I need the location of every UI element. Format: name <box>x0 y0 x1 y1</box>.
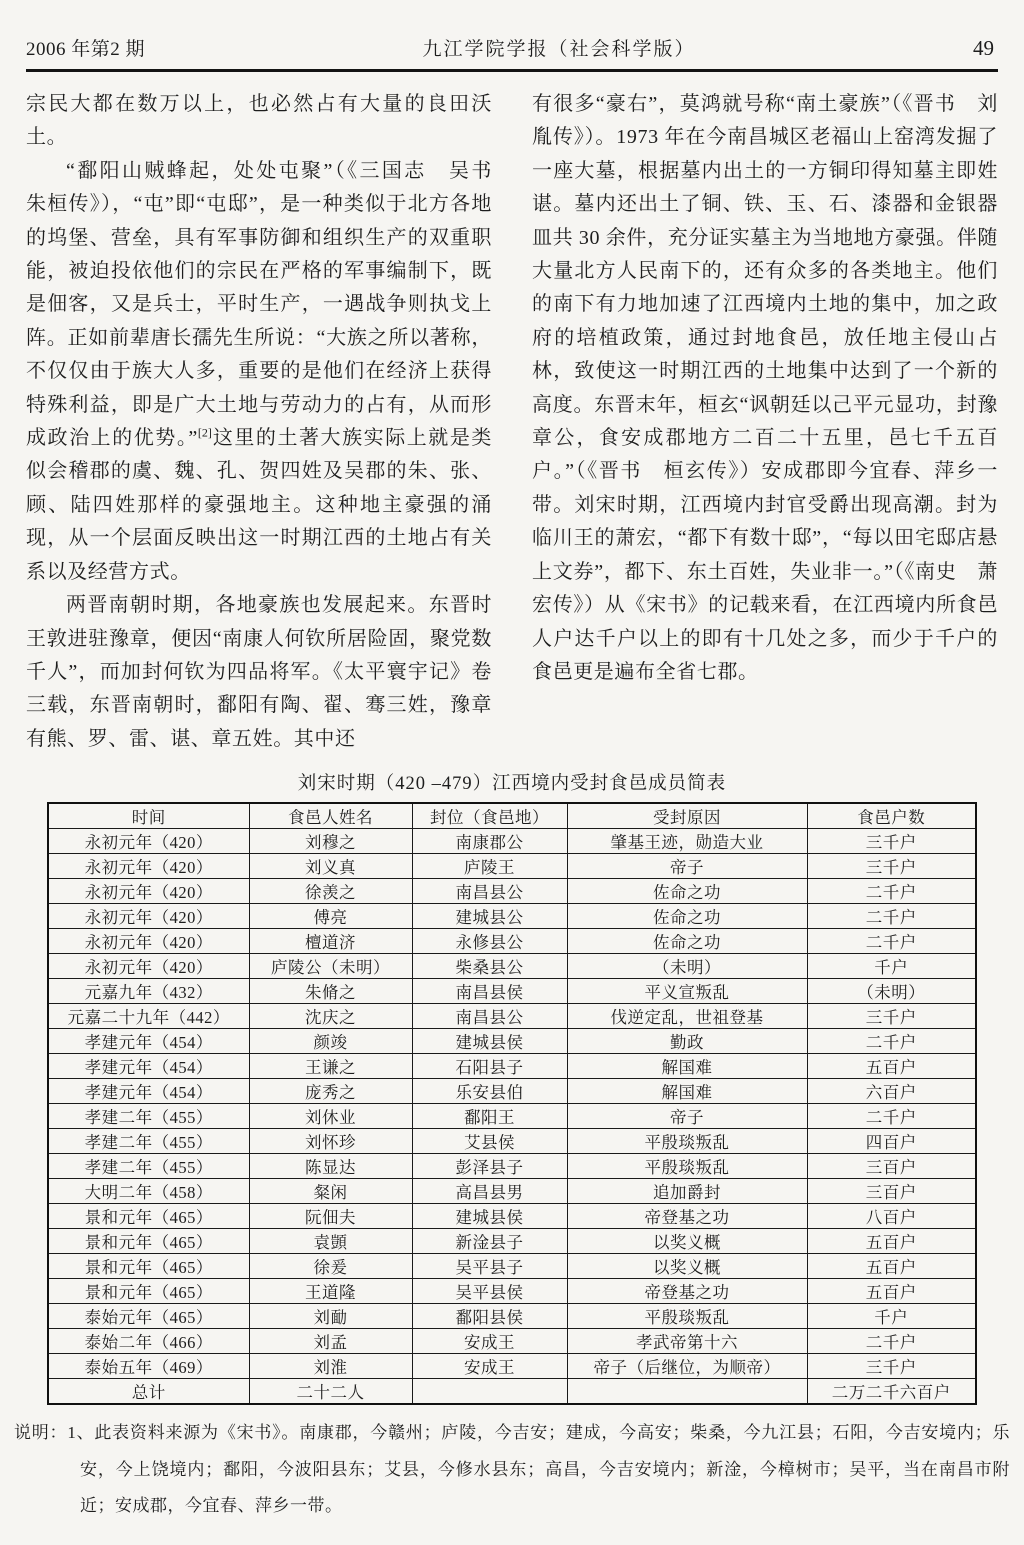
table-row <box>48 1279 976 1304</box>
table-cell: 鄱阳王 <box>412 1104 567 1129</box>
table-cell <box>412 1379 567 1405</box>
table-cell: 平殷琰叛乱 <box>567 1129 807 1154</box>
table-cell: 吴平县侯 <box>412 1279 567 1304</box>
paragraph <box>26 155 513 589</box>
table-cell: 刘淮 <box>249 1354 412 1379</box>
table-cell: 二千户 <box>807 1329 976 1354</box>
right-column <box>532 88 998 756</box>
table-cell: 南昌县公 <box>412 879 567 904</box>
table-cell: 庞秀之 <box>249 1079 412 1104</box>
table-cell: 刘孟 <box>249 1329 412 1354</box>
table-cell: 永初元年（420） <box>48 929 249 954</box>
table-row <box>48 929 976 954</box>
table-cell: 八百户 <box>807 1204 976 1229</box>
page-header <box>0 0 1024 69</box>
table-cell: 帝登基之功 <box>567 1204 807 1229</box>
table-cell: 新淦县子 <box>412 1229 567 1254</box>
table-cell: 二千户 <box>807 929 976 954</box>
table-cell: 艾县侯 <box>412 1129 567 1154</box>
table-cell: 泰始五年（469） <box>48 1354 249 1379</box>
table-cell: 五百户 <box>807 1254 976 1279</box>
table-row <box>48 904 976 929</box>
table-title: 刘宋时期（420 –479）江西境内受封食邑成员简表 <box>297 774 727 795</box>
table-cell: 泰始元年（465） <box>48 1304 249 1329</box>
table-cell: 五百户 <box>807 1279 976 1304</box>
table-cell: 六百户 <box>807 1079 976 1104</box>
table-cell: 三百户 <box>807 1154 976 1179</box>
table-row <box>48 1329 976 1354</box>
table-row <box>48 1054 976 1079</box>
table-cell: 景和元年（465） <box>48 1254 249 1279</box>
table-cell: 王道隆 <box>249 1279 412 1304</box>
table-cell: 粲闲 <box>249 1179 412 1204</box>
table-cell: 孝建二年（455） <box>48 1129 249 1154</box>
table-cell: 追加爵封 <box>567 1179 807 1204</box>
table-cell: 孝建元年（454） <box>48 1079 249 1104</box>
table-cell: 元嘉九年（432） <box>48 979 249 1004</box>
table-cell: 建城县公 <box>412 904 567 929</box>
table-row <box>48 1129 976 1154</box>
table-cell: 帝子 <box>567 1104 807 1129</box>
fief-table <box>47 802 977 1405</box>
table-cell: 永初元年（420） <box>48 854 249 879</box>
table-cell: （未明） <box>807 979 976 1004</box>
table-header-row <box>48 803 976 829</box>
table-row <box>48 1079 976 1104</box>
footnote-ref: [2] <box>197 425 212 440</box>
table-row <box>48 1304 976 1329</box>
paragraph-text: 这里的土著大族实际上就是类似会稽郡的虞、魏、孔、贺四姓及吴郡的朱、张、顾、陆四姓那样的豪强地主。这种地主豪强的涌现，从一个层面反映出这一时期江西的土地占有关系以及经营方式。 <box>26 427 492 583</box>
paragraph-text: “鄱阳山贼蜂起，处处屯聚”（《三国志 吴书 朱桓传》），“屯”即“屯邸”，是一种类似于北方各地的坞堡、营垒，具有军事防御和组织生产的双重职能，被迫投依他们的宗民在严格的军事编制下，既是佃客，又是兵士，平时生产，一遇战争则执戈上阵。正如前辈唐长孺先生所说：“大族之所以著称，不仅仅由于族大人多，重要的是他们在经济上获得特殊利益，即是广大土地与劳动力的占有，从而形成政治上的优势。” <box>26 159 513 450</box>
table-cell: 勤政 <box>567 1029 807 1054</box>
table-row <box>48 954 976 979</box>
table-cell: 檀道济 <box>249 929 412 954</box>
left-column <box>26 88 513 756</box>
table-cell: 五百户 <box>807 1054 976 1079</box>
table-cell: 大明二年（458） <box>48 1179 249 1204</box>
table-cell: 伐逆定乱，世祖登基 <box>567 1004 807 1029</box>
table-cell: 五百户 <box>807 1229 976 1254</box>
table-cell: 永初元年（420） <box>48 904 249 929</box>
table-cell: 三千户 <box>807 854 976 879</box>
table-cell: 帝子 <box>567 854 807 879</box>
table-cell: 永初元年（420） <box>48 829 249 854</box>
table-cell: 平义宣叛乱 <box>567 979 807 1004</box>
issue-label: 2006 年第2 期 <box>26 39 146 60</box>
table-cell: 颜竣 <box>249 1029 412 1054</box>
table-cell: 佐命之功 <box>567 879 807 904</box>
table-header-cell: 时间 <box>48 803 249 829</box>
table-cell: 千户 <box>807 1304 976 1329</box>
table-cell: 元嘉二十九年（442） <box>48 1004 249 1029</box>
table-cell: 永修县公 <box>412 929 567 954</box>
table-cell: 永初元年（420） <box>48 879 249 904</box>
table-cell: 孝建元年（454） <box>48 1054 249 1079</box>
article-body <box>0 72 1024 756</box>
table-cell: 徐羡之 <box>249 879 412 904</box>
table-cell: 吴平县子 <box>412 1254 567 1279</box>
table-cell: 三百户 <box>807 1179 976 1204</box>
table-cell: （未明） <box>567 954 807 979</box>
table-cell: 泰始二年（466） <box>48 1329 249 1354</box>
paragraph: 两晋南朝时期，各地豪族也发展起来。东晋时王敦进驻豫章，便因“南康人何钦所居险固，聚党数千人”，而加封何钦为四品将军。《太平寰宇记》卷三载，东晋南朝时，鄱阳有陶、翟、骞三姓，豫章有熊、罗、雷、谌、章五姓。其中还 <box>26 594 492 750</box>
table-cell: 景和元年（465） <box>48 1229 249 1254</box>
table-cell: 袁顗 <box>249 1229 412 1254</box>
table-cell: 孝建元年（454） <box>48 1029 249 1054</box>
table-cell: 高昌县男 <box>412 1179 567 1204</box>
table-cell: 佐命之功 <box>567 929 807 954</box>
table-cell <box>567 1379 807 1405</box>
table-cell: 永初元年（420） <box>48 954 249 979</box>
table-cell: 二万二千六百户 <box>807 1379 976 1405</box>
paragraph: 有很多“豪右”，莫鸿就号称“南土豪族”（《晋书 刘胤传》）。1973 年在今南昌城区老福山上窑湾发掘了一座大墓，根据墓内出土的一方铜印得知墓主即姓谌。墓内还出土了铜、铁、玉、石、漆器和金银器皿共 30 余件，充分证实墓主为当地地方豪强。伴随大量北方人民南下的，还有众多的各类地主。他们的南下有力地加速了江西境内土地的集中，加之政府的培植政策，通过封地食邑，放任地主侵山占林，致使这一时期江西的土地集中达到了一个新的高度。东晋末年，桓玄“讽朝廷以己平元显功，封豫章公，食安成郡地方二百二十五里，邑七千五百户。”（《晋书 桓玄传》）安成郡即今宜春、萍乡一带。刘宋时期，江西境内封官受爵出现高潮。封为临川王的萧宏，“都下有数十邸”，“每以田宅邸店悬上文券”，都下、东土百姓，失业非一。”（《南史 萧宏传》）从《宋书》的记载来看，在江西境内所食邑人户达千户以上的即有十几处之多，而少于千户的食邑更是遍布全省七郡。 <box>532 93 998 683</box>
table-cell: 建城县侯 <box>412 1029 567 1054</box>
table-cell: 二千户 <box>807 879 976 904</box>
table-cell: 陈显达 <box>249 1154 412 1179</box>
table-cell: 帝登基之功 <box>567 1279 807 1304</box>
table-row <box>48 1154 976 1179</box>
table-cell: 二十二人 <box>249 1379 412 1405</box>
table-cell: 刘穆之 <box>249 829 412 854</box>
table-header-cell: 受封原因 <box>567 803 807 829</box>
table-row <box>48 1104 976 1129</box>
table-cell: 以奖义概 <box>567 1254 807 1279</box>
table-cell: 安成王 <box>412 1329 567 1354</box>
table-cell: 刘怀珍 <box>249 1129 412 1154</box>
table-cell: 南昌县侯 <box>412 979 567 1004</box>
table-row <box>48 1204 976 1229</box>
table-cell: 解国难 <box>567 1079 807 1104</box>
table-row <box>48 1354 976 1379</box>
table-row <box>48 1179 976 1204</box>
table-row <box>48 1029 976 1054</box>
table-cell: 二千户 <box>807 1104 976 1129</box>
table-cell: 孝建二年（455） <box>48 1104 249 1129</box>
table-cell: 朱脩之 <box>249 979 412 1004</box>
table-row <box>48 979 976 1004</box>
table-row <box>48 854 976 879</box>
table-header-cell: 封位（食邑地） <box>412 803 567 829</box>
table-cell: 乐安县伯 <box>412 1079 567 1104</box>
table-cell: 肇基王迹，勋造大业 <box>567 829 807 854</box>
paragraph: 宗民大都在数万以上，也必然占有大量的良田沃土。 <box>26 93 492 149</box>
table-cell: 庐陵公（未明） <box>249 954 412 979</box>
table-cell: 帝子（后继位，为顺帝） <box>567 1354 807 1379</box>
table-cell: 三千户 <box>807 829 976 854</box>
table-row <box>48 1229 976 1254</box>
table-cell: 佐命之功 <box>567 904 807 929</box>
page-number: 49 <box>973 36 994 60</box>
table-cell: 安成王 <box>412 1354 567 1379</box>
table-row <box>48 1004 976 1029</box>
table-row <box>48 879 976 904</box>
table-row <box>48 1379 976 1405</box>
table-cell: 景和元年（465） <box>48 1204 249 1229</box>
table-cell: 庐陵王 <box>412 854 567 879</box>
table-cell: 刘义真 <box>249 854 412 879</box>
table-cell: 鄱阳县侯 <box>412 1304 567 1329</box>
table-cell: 孝建二年（455） <box>48 1154 249 1179</box>
table-row <box>48 1254 976 1279</box>
table-cell: 平殷琰叛乱 <box>567 1154 807 1179</box>
table-cell: 柴桑县公 <box>412 954 567 979</box>
table-cell: 孝武帝第十六 <box>567 1329 807 1354</box>
table-cell: 彭泽县子 <box>412 1154 567 1179</box>
table-cell: 二千户 <box>807 1029 976 1054</box>
table-row <box>48 829 976 854</box>
table-cell: 刘休业 <box>249 1104 412 1129</box>
table-notes: 说明：1、此表资料来源为《宋书》。南康郡，今赣州；庐陵，今吉安；建成，今高安；柴桑，今九江县；石阳，今吉安境内；乐安，今上饶境内；鄱阳，今波阳县东；艾县，今修水县东；高昌，今吉安境内；新淦，今樟树市；吴平，当在南昌市附近；安成郡，今宜春、萍乡一带。 <box>14 1423 1010 1516</box>
table-header-cell: 食邑人姓名 <box>249 803 412 829</box>
table-cell: 解国难 <box>567 1054 807 1079</box>
table-cell: 平殷琰叛乱 <box>567 1304 807 1329</box>
table-cell: 建城县侯 <box>412 1204 567 1229</box>
table-cell: 以奖义概 <box>567 1229 807 1254</box>
table-cell: 三千户 <box>807 1004 976 1029</box>
table-cell: 石阳县子 <box>412 1054 567 1079</box>
table-header-cell: 食邑户数 <box>807 803 976 829</box>
table-cell: 南康郡公 <box>412 829 567 854</box>
table-body <box>48 829 976 1405</box>
table-cell: 沈庆之 <box>249 1004 412 1029</box>
table-cell: 总计 <box>48 1379 249 1405</box>
table-cell: 千户 <box>807 954 976 979</box>
table-cell: 二千户 <box>807 904 976 929</box>
table-cell: 王谦之 <box>249 1054 412 1079</box>
journal-title: 九江学院学报（社会科学版） <box>422 39 696 60</box>
table-cell: 刘勔 <box>249 1304 412 1329</box>
table-cell: 景和元年（465） <box>48 1279 249 1304</box>
table-cell: 傅亮 <box>249 904 412 929</box>
table-cell: 徐爰 <box>249 1254 412 1279</box>
table-cell: 三千户 <box>807 1354 976 1379</box>
table-cell: 四百户 <box>807 1129 976 1154</box>
table-cell: 南昌县公 <box>412 1004 567 1029</box>
table-cell: 阮佃夫 <box>249 1204 412 1229</box>
